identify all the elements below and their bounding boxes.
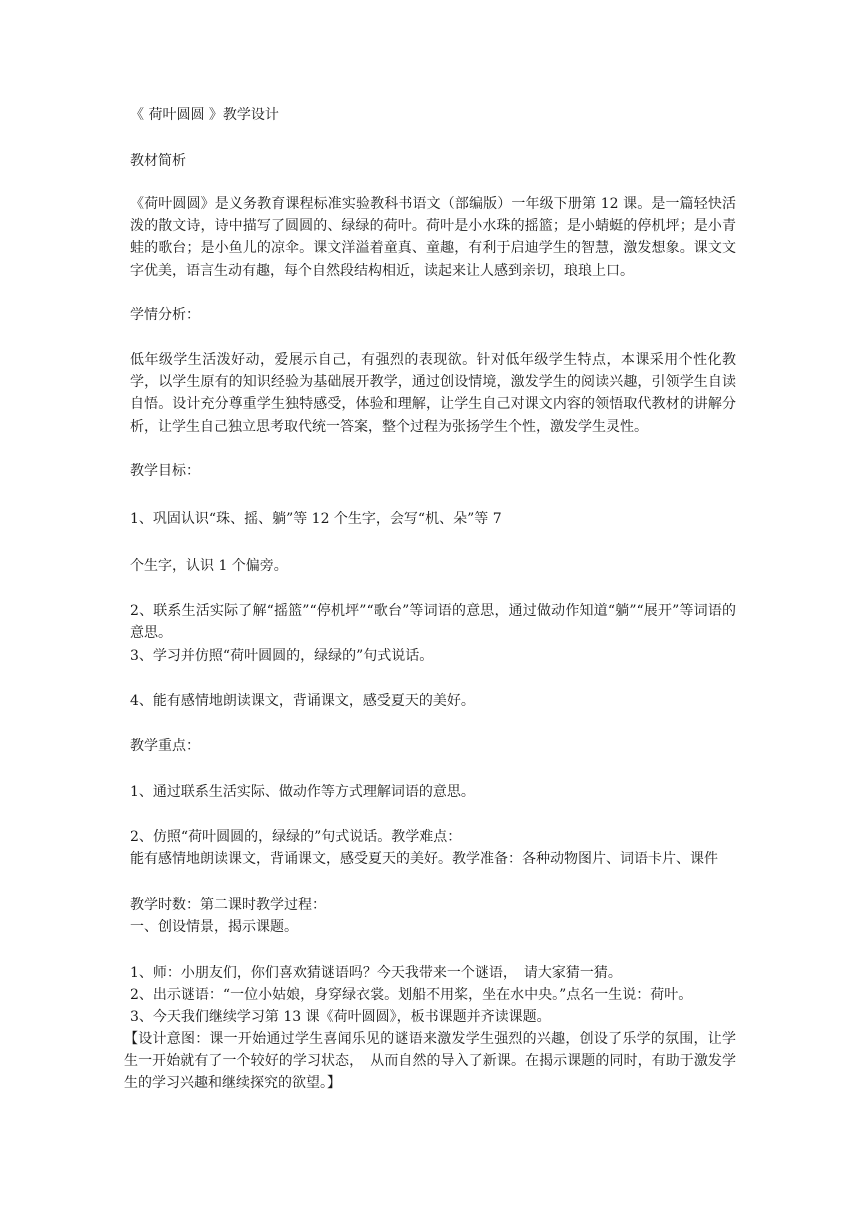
focus-item-1: 1、通过联系生活实际、做动作等方式理解词语的意思。 — [130, 784, 475, 800]
process-item-3: 3、今天我们继续学习第 13 课《荷叶圆圆》，板书课题并齐读课题。 — [130, 1009, 551, 1025]
heading-material-analysis: 教材简析 — [130, 153, 186, 169]
heading-student-analysis: 学情分析： — [130, 307, 200, 323]
goal-item-1-line-1: 1、巩固认识“珠、摇、躺”等 12 个生字，会写“机、朵”等 7 — [130, 511, 502, 527]
focus-item-2: 2、仿照“荷叶圆圆的，绿绿的”句式说话。教学难点： — [130, 829, 462, 845]
goal-item-1-line-2: 个生字，认识 1 个偏旁。 — [130, 558, 288, 574]
material-analysis-paragraph: 《荷叶圆圆》是义务教育课程标准实验教科书语文（部编版）一年级下册第 12 课。是一篇轻快活泼的散文诗，诗中描写了圆圆的、绿绿的荷叶。荷叶是小水珠的摇篮；是小蜻蜓的停机坪；是小青蛙的歌台；是小鱼儿的凉伞。课文洋溢着童真、童趣，有利于启迪学生的智慧，激发想象。课文文字优美，语言生动有趣，每个自然段结构相近，读起来让人感到亲切，琅琅上口。 — [130, 196, 736, 279]
document-title: 《 荷叶圆圆 》教学设计 — [130, 107, 279, 123]
student-analysis-paragraph: 低年级学生活泼好动，爱展示自己，有强烈的表现欲。针对低年级学生特点，本课采用个性化教学，以学生原有的知识经验为基础展开教学，通过创设情境，激发学生的阅读兴趣，引领学生自读自悟。设计充分尊重学生独特感受，体验和理解，让学生自己对课文内容的领悟取代教材的讲解分析，让学生自己独立思考取代统一答案，整个过程为张扬学生个性，激发学生灵性。 — [130, 352, 736, 435]
goal-item-4: 4、能有感情地朗读课文，背诵课文，感受夏天的美好。 — [130, 693, 475, 709]
process-item-2: 2、出示谜语：“一位小姑娘，身穿绿衣裳。划船不用桨，坐在水中央。”点名一生说：荷叶。 — [130, 987, 693, 1003]
goal-item-2: 2、联系生活实际了解“摇篮”“停机坪”“歌台”等词语的意思，通过做动作知道“躺”“展开”等词语的意思。 — [130, 603, 736, 642]
goal-item-3: 3、学习并仿照“荷叶圆圆的，绿绿的”句式说话。 — [130, 648, 434, 664]
difficulty-and-preparation: 能有感情地朗读课文，背诵课文，感受夏天的美好。教学准备：各种动物图片、词语卡片、课件 — [130, 851, 718, 867]
hours-and-process: 教学时数：第二课时教学过程： — [130, 897, 326, 913]
heading-teaching-focus: 教学重点： — [130, 738, 200, 754]
heading-teaching-goals: 教学目标： — [130, 463, 200, 479]
design-intent-paragraph: 【设计意图：课一开始通过学生喜闻乐见的谜语来激发学生强烈的兴趣，创设了乐学的氛围，让学生一开始就有了一个较好的学习状态， 从而自然的导入了新课。在揭示课题的同时，有助于激发学生的学习兴趣和继续探究的欲望。】 — [124, 1031, 736, 1092]
process-step-1-heading: 一、创设情景，揭示课题。 — [130, 919, 298, 935]
process-item-1: 1、师：小朋友们，你们喜欢猜谜语吗？今天我带来一个谜语， 请大家猜一猜。 — [130, 965, 622, 981]
